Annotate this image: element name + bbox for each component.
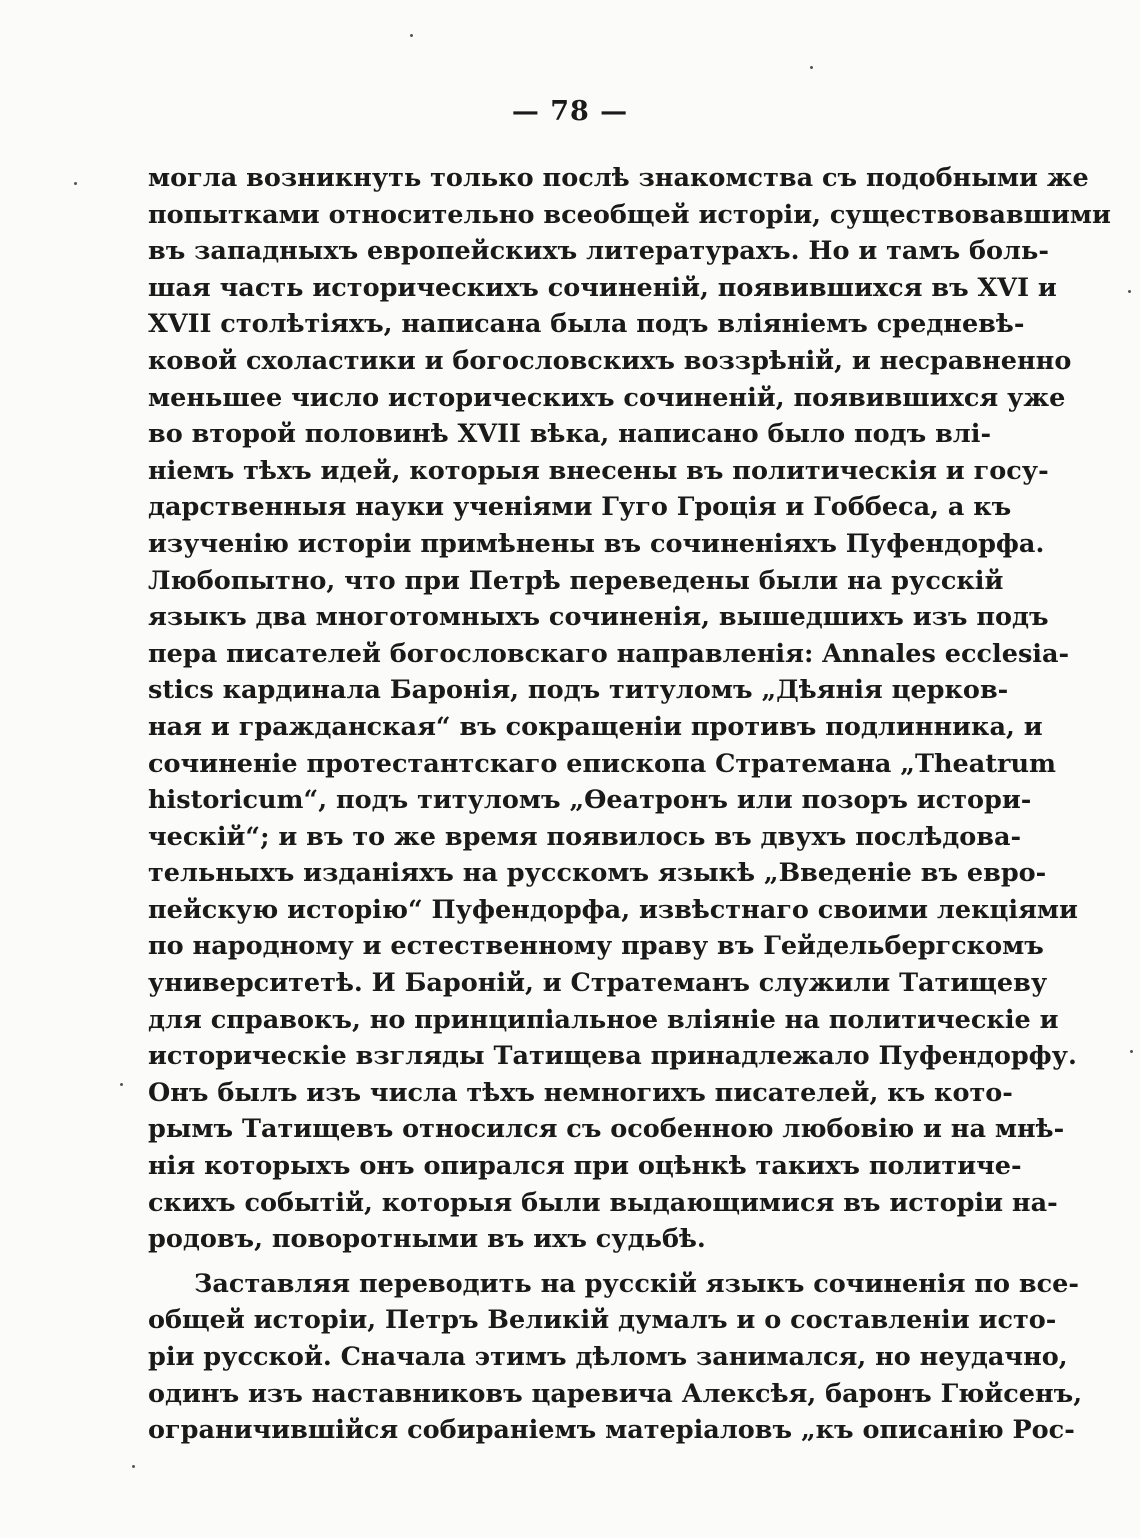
body-text: [148, 160, 1111, 1449]
text-line: изученію исторіи примѣнены въ сочиненіяхъ Пуфендорфа.: [148, 528, 1045, 559]
text-line: языкъ два многотомныхъ сочиненія, вышедшихъ изъ подъ: [148, 602, 1049, 633]
paragraph-gap: [148, 1258, 944, 1266]
text-line: stics кардинала Баронія, подъ титуломъ „Дѣянія церков-: [148, 675, 1009, 706]
text-line: ніемъ тѣхъ идей, которыя внесены въ политическія и госу-: [148, 455, 1049, 486]
text-line: историческіе взгляды Татищева принадлежало Пуфендорфу.: [148, 1041, 1077, 1072]
text-line: могла возникнуть только послѣ знакомства съ подобными же: [148, 163, 1089, 193]
text-line: скихъ событій, которыя были выдающимися въ исторіи на-: [148, 1187, 1058, 1218]
text-line: сочиненіе протестантскаго епископа Стратемана „Theatrum: [148, 748, 1056, 779]
text-line: по народному и естественному праву въ Гейдельбергскомъ: [148, 931, 1044, 962]
scan-speck: [410, 34, 413, 37]
text-line: XVII столѣтіяхъ, написана была подъ вліяніемъ средневѣ-: [148, 309, 1025, 340]
scan-speck: [1128, 290, 1131, 293]
text-line: historicum“, подъ титуломъ „Ѳеатронъ или позоръ истори-: [148, 785, 1032, 816]
text-line: дарственныя науки ученіями Гуго Гроція и Гоббеса, а къ: [148, 492, 1012, 523]
text-line: университетѣ. И Бароній, и Стратеманъ служили Татищеву: [148, 968, 1048, 999]
scan-speck: [1130, 1050, 1133, 1053]
scan-speck: [810, 66, 813, 69]
text-line: тельныхъ изданіяхъ на русскомъ языкѣ „Введеніе въ евро-: [148, 858, 1047, 889]
text-line: нія которыхъ онъ опирался при оцѣнкѣ такихъ политиче-: [148, 1151, 1022, 1182]
text-line: Онъ былъ изъ числа тѣхъ немногихъ писателей, къ кото-: [148, 1077, 1013, 1108]
page-number: — 78 —: [511, 96, 629, 127]
text-line: Заставляя переводить на русскій языкъ сочиненія по все-: [194, 1268, 1079, 1299]
text-line: общей исторіи, Петръ Великій думалъ и о составленіи исто-: [148, 1305, 1057, 1336]
text-line: одинъ изъ наставниковъ царевича Алексѣя, баронъ Гюйсенъ,: [148, 1378, 1083, 1409]
text-line: во второй половинѣ XVII вѣка, написано было подъ влі-: [148, 419, 992, 450]
text-line: пера писателей богословскаго направленія: Annales ecclesia-: [148, 638, 1070, 669]
text-line: пейскую исторію“ Пуфендорфа, извѣстнаго своими лекціями: [148, 894, 1078, 925]
text-line: попытками относительно всеобщей исторіи, существовавшими: [148, 199, 1111, 230]
text-line: ная и гражданская“ въ сокращеніи противъ подлинника, и: [148, 711, 1043, 742]
text-line: меньшее число историческихъ сочиненій, появившихся уже: [148, 382, 1066, 413]
text-line: шая часть историческихъ сочиненій, появившихся въ XVI и: [148, 272, 1057, 303]
paragraph-2: [148, 1266, 1083, 1449]
text-line: ограничившійся собираніемъ матеріаловъ „къ описанію Рос-: [148, 1415, 1075, 1446]
paragraph-1: [148, 160, 1111, 1258]
text-line: ческій“; и въ то же время появилось въ двухъ послѣдова-: [148, 821, 1022, 852]
text-line: для справокъ, но принципіальное вліяніе на политическіе и: [148, 1004, 1059, 1035]
text-line: въ западныхъ европейскихъ литературахъ. Но и тамъ боль-: [148, 236, 1049, 267]
text-line: рымъ Татищевъ относился съ особенною любовію и на мнѣ-: [148, 1114, 1065, 1145]
scan-speck: [74, 182, 77, 185]
scan-speck: [120, 1083, 123, 1086]
text-line: ріи русской. Сначала этимъ дѣломъ занимался, но неудачно,: [148, 1342, 1068, 1372]
text-line: ковой схоластики и богословскихъ воззрѣній, и несравненно: [148, 345, 1072, 376]
scan-speck: [132, 1465, 135, 1468]
text-line: родовъ, поворотными въ ихъ судьбѣ.: [148, 1224, 706, 1255]
text-line: Любопытно, что при Петрѣ переведены были на русскій: [148, 565, 1004, 596]
